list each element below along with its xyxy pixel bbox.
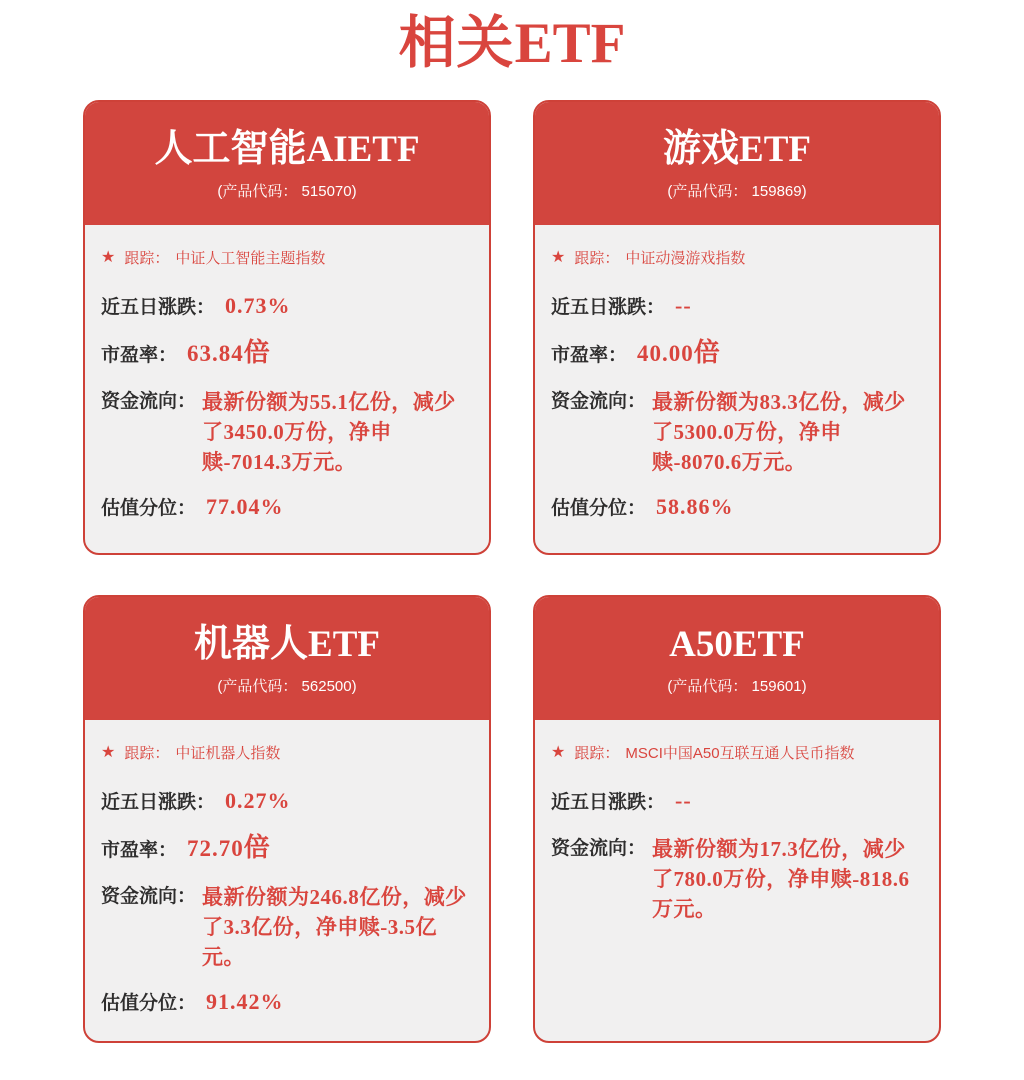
track-row [101, 247, 473, 268]
fund-flow-label: 资金流向： [101, 391, 197, 412]
fund-flow-row [551, 834, 923, 924]
etf-cards-grid [83, 100, 941, 1043]
valuation-label: 估值分位： [101, 993, 197, 1014]
pe-ratio-value: 72.70 [187, 836, 244, 861]
valuation-label: 估值分位： [101, 498, 197, 519]
etf-product-code: (产品代码： 515070) [217, 183, 357, 200]
fund-flow-row [101, 882, 473, 972]
fund-flow-value: 最新份额为17.3亿份，减少了780.0万份，净申赎-818.6万元。 [652, 837, 910, 921]
five-day-change-value: 0.27% [225, 788, 291, 813]
page-title [0, 0, 1024, 100]
five-day-change-value: 0.73% [225, 293, 291, 318]
track-row [101, 742, 473, 763]
five-day-change-row [101, 292, 473, 319]
etf-card-game [533, 100, 941, 555]
pe-ratio-row [101, 339, 473, 367]
card-body [535, 225, 939, 540]
pe-ratio-row [101, 834, 473, 862]
pe-ratio-label: 市盈率： [101, 345, 178, 366]
etf-title-latin: A50ETF [669, 624, 805, 665]
track-index: MSCI中国A50互联互通人民币指数 [625, 745, 855, 762]
five-day-change-value: -- [675, 293, 692, 318]
five-day-change-label: 近五日涨跌： [101, 297, 216, 318]
pe-ratio-label: 市盈率： [551, 345, 628, 366]
fund-flow-value: 最新份额为55.1亿份，减少了3450.0万份，净申赎-7014.3万元。 [202, 390, 456, 474]
pe-unit: 倍 [693, 337, 720, 367]
etf-title-cn: 人工智能 [154, 128, 307, 170]
card-header [85, 102, 489, 225]
etf-product-code: (产品代码： 562500) [217, 678, 357, 695]
track-index: 中证机器人指数 [175, 745, 281, 762]
etf-title-latin: AIETF [306, 129, 420, 170]
star-icon: ★ [551, 743, 566, 761]
etf-title-latin: ETF [739, 129, 811, 170]
fund-flow-label: 资金流向： [551, 391, 647, 412]
fund-flow-value: 最新份额为246.8亿份，减少了3.3亿份，净申赎-3.5亿元。 [202, 885, 467, 969]
etf-title [663, 130, 811, 168]
valuation-value: 58.86% [656, 494, 734, 519]
fund-flow-label: 资金流向： [551, 838, 647, 859]
five-day-change-label: 近五日涨跌： [101, 792, 216, 813]
card-header [535, 597, 939, 720]
etf-product-code: (产品代码： 159869) [667, 183, 807, 200]
etf-card-aietf [83, 100, 491, 555]
pe-ratio-value: 40.00 [637, 341, 694, 366]
fund-flow-value: 最新份额为83.3亿份，减少了5300.0万份，净申赎-8070.6万元。 [652, 390, 906, 474]
pe-unit: 倍 [243, 337, 270, 367]
valuation-row [551, 493, 923, 520]
etf-title-latin: ETF [308, 624, 380, 665]
fund-flow-label: 资金流向： [101, 886, 197, 907]
fund-flow-row [101, 387, 473, 477]
five-day-change-row [551, 787, 923, 814]
etf-card-a50 [533, 595, 941, 1043]
etf-product-code: (产品代码： 159601) [667, 678, 807, 695]
star-icon: ★ [101, 743, 116, 761]
star-icon: ★ [101, 248, 116, 266]
five-day-change-value: -- [675, 788, 692, 813]
valuation-row [101, 988, 473, 1015]
card-body [85, 720, 489, 1035]
five-day-change-label: 近五日涨跌： [551, 792, 666, 813]
five-day-change-row [101, 787, 473, 814]
track-label: 跟踪： [574, 745, 620, 762]
valuation-value: 91.42% [206, 989, 284, 1014]
five-day-change-row [551, 292, 923, 319]
pe-ratio-label: 市盈率： [101, 840, 178, 861]
etf-title [194, 625, 380, 663]
track-index: 中证动漫游戏指数 [625, 250, 746, 267]
track-row [551, 247, 923, 268]
valuation-row [101, 493, 473, 520]
five-day-change-label: 近五日涨跌： [551, 297, 666, 318]
star-icon: ★ [551, 248, 566, 266]
etf-title-cn: 游戏 [663, 128, 740, 170]
card-header [535, 102, 939, 225]
etf-title [154, 130, 419, 168]
track-label: 跟踪： [574, 250, 620, 267]
fund-flow-row [551, 387, 923, 477]
track-label: 跟踪： [124, 745, 170, 762]
track-row [551, 742, 923, 763]
pe-unit: 倍 [243, 832, 270, 862]
valuation-value: 77.04% [206, 494, 284, 519]
card-header [85, 597, 489, 720]
page-title-cn: 相关 [398, 11, 515, 75]
page-title-latin: ETF [514, 12, 626, 75]
valuation-label: 估值分位： [551, 498, 647, 519]
etf-title-cn: 机器人 [194, 623, 309, 665]
card-body [85, 225, 489, 540]
track-label: 跟踪： [124, 250, 170, 267]
card-body [535, 720, 939, 940]
etf-title [669, 625, 805, 663]
pe-ratio-value: 63.84 [187, 341, 244, 366]
track-index: 中证人工智能主题指数 [175, 250, 326, 267]
etf-card-robot [83, 595, 491, 1043]
pe-ratio-row [551, 339, 923, 367]
